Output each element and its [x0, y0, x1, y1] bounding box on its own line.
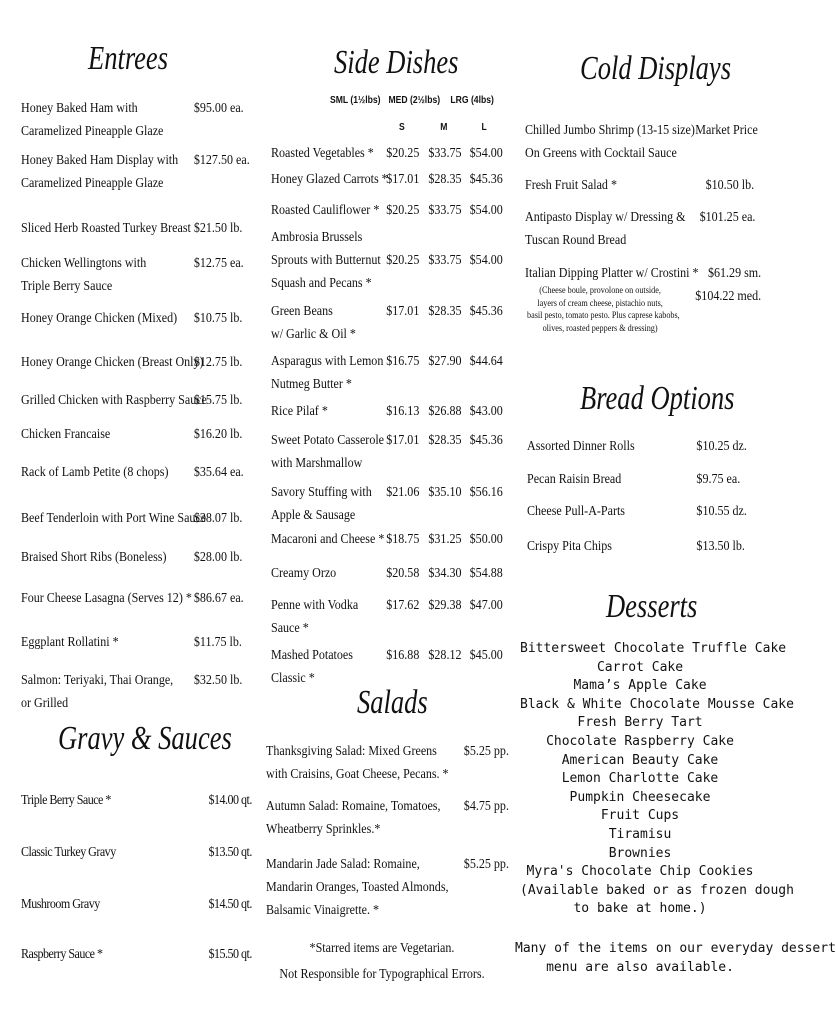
side-dish-name: [271, 429, 384, 475]
side-dish-row: [271, 168, 503, 191]
cold-display-name: [525, 206, 686, 252]
side-dish-row: [271, 350, 503, 396]
dessert-item: Chocolate Raspberry Cake: [546, 734, 734, 749]
cold-display-name-line: On Greens with Cocktail Sauce: [525, 146, 677, 161]
bread-name: Pecan Raisin Bread: [527, 472, 622, 487]
side-dish-name-line: Honey Glazed Carrots *: [271, 172, 388, 187]
gravy-price: $14.00 qt.: [208, 793, 252, 808]
dessert-item: American Beauty Cake: [561, 752, 719, 768]
side-dish-name: [271, 528, 384, 551]
side-dish-price-small: $16.88: [386, 648, 420, 663]
dessert-item: Mama’s Apple Cake: [573, 678, 707, 694]
gravy-price: $13.50 qt.: [208, 845, 252, 860]
side-dish-name-line: Mashed Potatoes: [271, 648, 353, 663]
entree-name-line: Braised Short Ribs (Boneless): [21, 550, 167, 565]
bread-row: [527, 535, 745, 558]
bread-price: $10.55 dz.: [696, 504, 747, 519]
gravy-heading: Gravy & Sauces: [58, 720, 232, 757]
side-dish-price-small: $17.01: [386, 304, 420, 319]
entree-price: $35.64 ea.: [193, 465, 244, 480]
entree-name: [21, 423, 110, 446]
side-dish-name-line: Roasted Cauliflower *: [271, 203, 380, 218]
desserts-note-line: menu are also available.: [546, 959, 734, 975]
gravy-price: $14.50 qt.: [208, 897, 252, 912]
entree-name-line: Honey Orange Chicken (Breast Only): [21, 355, 204, 370]
side-dish-name: [271, 168, 388, 191]
entree-price: $21.50 lb.: [193, 221, 243, 236]
side-dish-row: [271, 142, 503, 165]
side-dish-row: [271, 562, 503, 585]
dessert-item: Fresh Berry Tart: [577, 715, 703, 731]
side-dish-row: [271, 199, 503, 222]
cold-display-name-line: Chilled Jumbo Shrimp (13-15 size): [525, 123, 695, 138]
entree-name-line: Honey Baked Ham Display with: [21, 153, 179, 168]
entree-name: [21, 461, 168, 484]
side-dish-name-line: Macaroni and Cheese *: [271, 532, 385, 547]
size-l-letter: L: [481, 122, 487, 133]
side-dish-name-line: Asparagus with Lemon: [271, 354, 384, 369]
salad-row: [266, 795, 509, 841]
side-dish-price-medium: $31.25: [428, 532, 462, 547]
entree-price: $16.20 lb.: [193, 427, 243, 442]
side-dish-price-small: $18.75: [386, 532, 420, 547]
size-s-letter: S: [399, 122, 405, 133]
entree-row: [21, 587, 244, 610]
cold-display-name: [525, 174, 617, 197]
side-dish-name: [271, 481, 372, 527]
salads-heading: Salads: [357, 684, 428, 721]
dessert-item: Bittersweet Chocolate Truffle Cake: [520, 641, 787, 656]
side-dish-price-small: $20.25: [386, 203, 420, 218]
salad-row: [266, 740, 509, 786]
salad-name-line: Thanksgiving Salad: Mixed Greens: [266, 744, 437, 759]
bread-row: [527, 500, 747, 523]
side-dish-price-large: $45.36: [469, 304, 503, 319]
entree-row: [21, 97, 244, 143]
entree-name: [21, 546, 166, 569]
side-dish-price-small: $16.75: [386, 354, 420, 369]
side-dish-price-large: $56.16: [469, 485, 503, 500]
side-dish-name-line: Classic *: [271, 671, 315, 686]
entree-row: [21, 546, 243, 569]
side-dish-name-line: Ambrosia Brussels: [271, 230, 363, 245]
side-dish-price-medium: $29.38: [428, 598, 462, 613]
dessert-item: Myra's Chocolate Chip Cookies: [526, 864, 754, 880]
platter-note-line: olives, roasted peppers & dressing): [542, 323, 658, 334]
gravy-row: [21, 841, 252, 864]
entree-name: [21, 669, 173, 715]
side-dish-price-medium: $28.35: [428, 433, 462, 448]
platter-note-line: (Cheese boule, provolone on outside,: [539, 286, 661, 296]
entree-name-line: Caramelized Pineapple Glaze: [21, 124, 164, 139]
side-dish-row: [271, 300, 503, 346]
side-dish-name-line: w/ Garlic & Oil *: [271, 327, 356, 342]
dessert-item: Black & White Chocolate Mousse Cake: [520, 696, 794, 712]
gravy-price: $15.50 qt.: [208, 947, 252, 962]
cold-displays-heading: Cold Displays: [580, 50, 732, 87]
size-medium-label: MED (2½lbs): [388, 95, 441, 106]
cold-display-price-line: $104.22 med.: [695, 289, 762, 304]
dessert-item: Carrot Cake: [596, 659, 684, 675]
entree-price: $38.07 lb.: [193, 511, 243, 526]
side-dish-name-line: Rice Pilaf *: [271, 404, 328, 419]
side-dish-price-large: $43.00: [469, 404, 503, 419]
entree-name-line: Grilled Chicken with Raspberry Sauce: [21, 393, 207, 408]
entree-row: [21, 389, 243, 412]
entree-name: [21, 97, 163, 143]
side-dish-row: [271, 429, 503, 475]
salad-name: [266, 795, 440, 841]
dessert-item: Tiramisu: [608, 827, 672, 842]
gravy-name: Mushroom Gravy: [21, 897, 100, 912]
platter-note-line: layers of cream cheese, pistachio nuts,: [537, 298, 663, 309]
side-dish-name-line: Roasted Vegetables *: [271, 146, 374, 161]
gravy-row: [21, 893, 252, 916]
cold-display-price-line: $101.25 ea.: [699, 210, 756, 225]
dessert-item: to bake at home.): [573, 901, 707, 917]
entree-name-line: Triple Berry Sauce: [21, 279, 113, 294]
bread-row: [527, 468, 741, 491]
side-dish-price-medium: $35.10: [428, 485, 462, 500]
entree-row: [21, 307, 243, 330]
side-dish-name: [271, 400, 328, 423]
cold-display-price-line: Market Price: [695, 123, 758, 138]
side-dish-price-small: $21.06: [386, 485, 420, 500]
cold-display-price: [706, 174, 754, 197]
salad-price: $4.75 pp.: [463, 799, 509, 814]
salad-name-line: Mandarin Jade Salad: Romaine,: [266, 857, 420, 872]
entree-row: [21, 507, 243, 530]
gravy-row: [21, 789, 252, 812]
side-dish-price-small: $17.62: [386, 598, 420, 613]
side-dish-name-line: Nutmeg Butter *: [271, 377, 352, 392]
cold-display-price: [695, 119, 758, 142]
side-dish-name: [271, 562, 336, 585]
cold-display-name: [525, 262, 699, 285]
side-dish-price-medium: $34.30: [428, 566, 462, 581]
side-dish-price-small: $20.25: [386, 253, 420, 268]
salad-row: [266, 853, 509, 922]
side-dish-price-large: $45.36: [469, 433, 503, 448]
side-dish-name: [271, 199, 379, 222]
entree-name: [21, 351, 204, 374]
gravy-name: Raspberry Sauce *: [21, 947, 103, 962]
entree-row: [21, 631, 242, 654]
dessert-item: Pumpkin Cheesecake: [569, 789, 711, 805]
entree-price: $12.75 ea.: [193, 256, 244, 271]
cold-display-price: [700, 206, 756, 229]
salad-name-line: Autumn Salad: Romaine, Tomatoes,: [266, 799, 441, 814]
side-dish-name-line: Sprouts with Butternut: [271, 253, 381, 268]
side-dish-price-medium: $27.90: [428, 354, 462, 369]
bread-row: [527, 435, 747, 458]
entree-name-line: or Grilled: [21, 696, 69, 711]
side-dish-name-line: Sweet Potato Casserole: [271, 433, 385, 448]
entree-name: [21, 587, 192, 610]
side-dish-price-medium: $28.35: [428, 172, 462, 187]
entree-row: [21, 149, 250, 195]
side-dish-price-large: $45.00: [469, 648, 503, 663]
entree-name: [21, 389, 207, 412]
side-dish-price-small: $17.01: [386, 433, 420, 448]
cold-display-row: [525, 119, 758, 165]
side-dish-name: [271, 300, 356, 346]
side-dish-name: [271, 594, 358, 640]
side-dishes-heading: Side Dishes: [334, 44, 459, 81]
cold-display-name-line: Italian Dipping Platter w/ Crostini *: [525, 266, 699, 281]
side-dish-row: [271, 481, 503, 527]
side-dish-row: [271, 226, 503, 295]
dessert-item: Lemon Charlotte Cake: [561, 771, 719, 787]
entree-row: [21, 461, 244, 484]
salad-price: $5.25 pp.: [463, 857, 509, 872]
size-letters: [399, 122, 485, 136]
side-dish-price-large: $54.00: [469, 253, 503, 268]
cold-display-name-line: Tuscan Round Bread: [525, 233, 627, 248]
side-dish-name-line: Creamy Orzo: [271, 566, 337, 581]
side-dish-price-medium: $28.12: [428, 648, 462, 663]
side-dish-price-medium: $33.75: [428, 203, 462, 218]
salad-name: [266, 853, 449, 922]
entree-name-line: Rack of Lamb Petite (8 chops): [21, 465, 169, 480]
entree-name: [21, 217, 191, 240]
entree-name: [21, 252, 146, 298]
side-dish-price-large: $54.00: [469, 203, 503, 218]
side-dish-price-small: $16.13: [386, 404, 420, 419]
entree-price: $10.75 lb.: [193, 311, 243, 326]
entree-price: $86.67 ea.: [193, 591, 244, 606]
cold-display-name-line: Fresh Fruit Salad *: [525, 178, 617, 193]
side-dish-name: [271, 644, 353, 690]
side-dish-row: [271, 594, 503, 640]
dessert-item: Brownies: [608, 845, 672, 861]
side-dish-price-large: $50.00: [469, 532, 503, 547]
side-dish-price-large: $54.88: [469, 566, 503, 581]
entree-row: [21, 217, 243, 240]
entree-name: [21, 507, 206, 530]
desserts-heading: Desserts: [606, 588, 698, 625]
side-dish-name: [271, 142, 374, 165]
platter-note-line: basil pesto, tomato pesto. Plus caprese kabobs,: [527, 311, 680, 321]
gravy-name: Triple Berry Sauce *: [21, 793, 111, 808]
entree-name-line: Salmon: Teriyaki, Thai Orange,: [21, 673, 174, 688]
desserts-note-line: Many of the items on our everyday dessert: [515, 941, 836, 956]
entree-price: $28.00 lb.: [193, 550, 243, 565]
entree-name-line: Four Cheese Lasagna (Serves 12) *: [21, 591, 192, 606]
side-dish-price-small: $17.01: [386, 172, 420, 187]
side-dish-price-large: $54.00: [469, 146, 503, 161]
bread-price: $9.75 ea.: [696, 472, 741, 487]
side-dish-row: [271, 400, 503, 423]
side-dish-price-small: $20.25: [386, 146, 420, 161]
entree-name-line: Honey Orange Chicken (Mixed): [21, 311, 178, 326]
cold-display-price: [695, 262, 761, 308]
entree-price: $12.75 lb.: [193, 355, 243, 370]
entree-name: [21, 149, 178, 195]
entree-name-line: Beef Tenderloin with Port Wine Sauce: [21, 511, 207, 526]
side-dish-name-line: Squash and Pecans *: [271, 276, 372, 291]
entree-row: [21, 423, 243, 446]
entree-price: $127.50 ea.: [193, 153, 250, 168]
side-dish-name: [271, 226, 381, 295]
salad-name-line: Balsamic Vinaigrette. *: [266, 903, 380, 918]
dessert-item: (Available baked or as frozen dough: [520, 882, 794, 898]
side-dish-price-medium: $33.75: [428, 146, 462, 161]
side-dish-name-line: Penne with Vodka: [271, 598, 359, 613]
salad-name-line: Wheatberry Sprinkles.*: [266, 822, 381, 837]
salad-name: [266, 740, 449, 786]
side-dish-name-line: Apple & Sausage: [271, 508, 356, 523]
cold-display-row: [525, 174, 755, 197]
salad-name-line: Mandarin Oranges, Toasted Almonds,: [266, 880, 449, 895]
size-small-label: SML (1½lbs): [330, 95, 381, 106]
entree-row: [21, 669, 243, 715]
side-dish-row: [271, 528, 503, 551]
dessert-item: Fruit Cups: [600, 808, 680, 824]
vegetarian-note: *Starred items are Vegetarian.: [309, 941, 455, 956]
bread-heading: Bread Options: [580, 380, 735, 417]
entree-name: [21, 307, 177, 330]
cold-display-name: [525, 119, 695, 165]
bread-price: $13.50 lb.: [696, 539, 745, 554]
gravy-row: [21, 943, 252, 966]
bread-name: Cheese Pull-A-Parts: [527, 504, 625, 519]
cold-display-row: [525, 206, 756, 252]
entree-price: $11.75 lb.: [193, 635, 242, 650]
entree-name-line: Sliced Herb Roasted Turkey Breast: [21, 221, 191, 236]
side-dish-name: [271, 350, 383, 396]
entree-price: $32.50 lb.: [193, 673, 243, 688]
entrees-heading: Entrees: [88, 40, 169, 77]
entree-name: [21, 631, 119, 654]
side-dish-price-medium: $26.88: [428, 404, 462, 419]
side-dish-price-medium: $33.75: [428, 253, 462, 268]
side-dish-price-large: $44.64: [469, 354, 503, 369]
entree-row: [21, 252, 244, 298]
entree-name-line: Eggplant Rollatini *: [21, 635, 119, 650]
typo-note: Not Responsible for Typographical Errors.: [279, 967, 485, 982]
size-large-label: LRG (4lbs): [450, 95, 494, 106]
entree-price: $15.75 lb.: [193, 393, 243, 408]
salad-price: $5.25 pp.: [463, 744, 509, 759]
bread-name: Crispy Pita Chips: [527, 539, 612, 554]
size-m-letter: M: [440, 122, 448, 133]
side-dish-price-large: $45.36: [469, 172, 503, 187]
bread-name: Assorted Dinner Rolls: [527, 439, 635, 454]
salad-name-line: with Craisins, Goat Cheese, Pecans. *: [266, 767, 449, 782]
side-dish-price-small: $20.58: [386, 566, 420, 581]
entree-name-line: Caramelized Pineapple Glaze: [21, 176, 164, 191]
entree-name-line: Chicken Wellingtons with: [21, 256, 147, 271]
side-dish-price-large: $47.00: [469, 598, 503, 613]
cold-display-price-line: $61.29 sm.: [707, 266, 762, 281]
cold-display-name-line: Antipasto Display w/ Dressing &: [525, 210, 686, 225]
side-dish-name-line: Sauce *: [271, 621, 309, 636]
gravy-name: Classic Turkey Gravy: [21, 845, 116, 860]
side-dish-price-medium: $28.35: [428, 304, 462, 319]
bread-price: $10.25 dz.: [696, 439, 747, 454]
cold-display-price-line: $10.50 lb.: [705, 178, 755, 193]
side-dish-name-line: with Marshmallow: [271, 456, 363, 471]
side-dish-name-line: Green Beans: [271, 304, 333, 319]
entree-name-line: Honey Baked Ham with: [21, 101, 138, 116]
side-dish-name-line: Savory Stuffing with: [271, 485, 372, 500]
entree-price: $95.00 ea.: [193, 101, 244, 116]
size-header: [330, 95, 502, 109]
entree-name-line: Chicken Francaise: [21, 427, 111, 442]
entree-row: [21, 351, 243, 374]
